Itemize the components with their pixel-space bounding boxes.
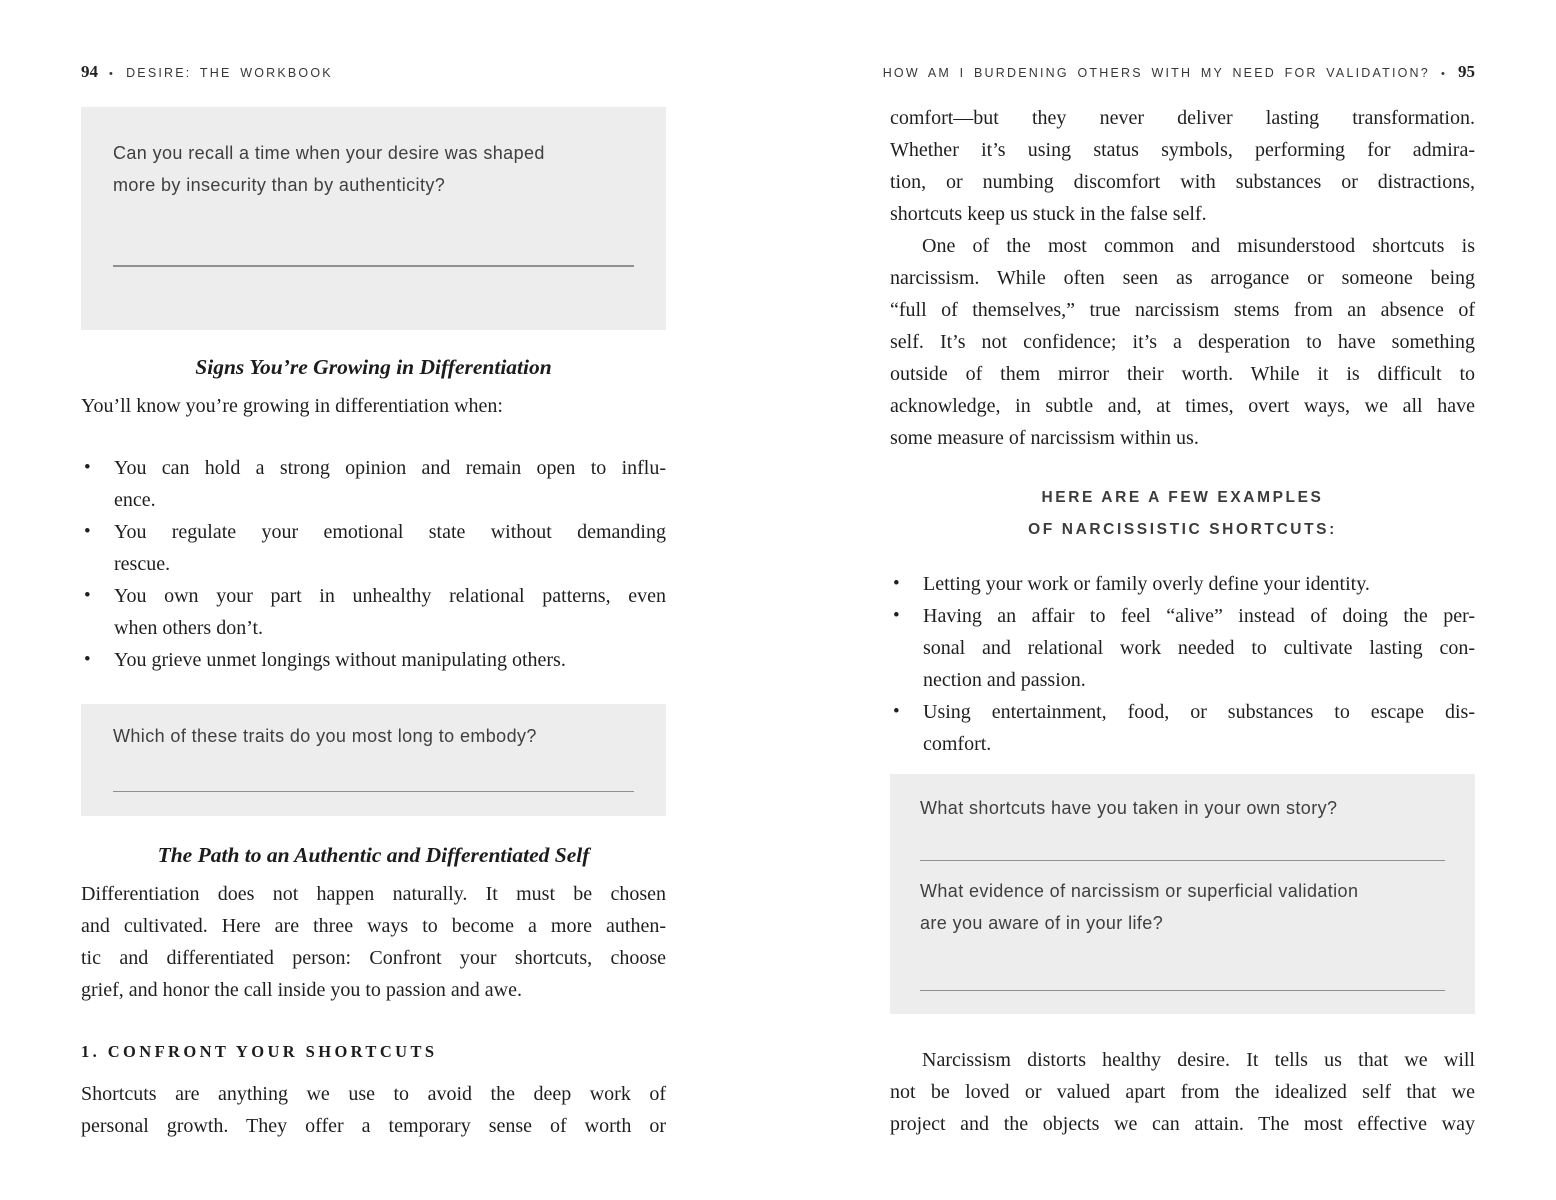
text-line: comfort—but they never deliver lasting transformation.: [890, 107, 1475, 129]
bullet-item: [890, 696, 1475, 760]
bullet-icon: •: [893, 573, 900, 594]
text-line: rescue.: [114, 553, 171, 575]
paragraph-differentiation-cultivated: [81, 878, 666, 1006]
bullet-icon: •: [84, 521, 91, 542]
text-line: self. It’s not confidence; it’s a desperation to have something: [890, 331, 1475, 353]
text-line: personal growth. They offer a temporary sense of worth or: [81, 1115, 666, 1137]
journal-box-3: [890, 774, 1475, 1014]
write-line: [920, 824, 1445, 861]
bullet-text: [114, 516, 666, 580]
bullet-text: [923, 568, 1475, 600]
text-line: Using entertainment, food, or substances to escape dis-: [923, 701, 1475, 723]
text-line: and cultivated. Here are three ways to become a more authen-: [81, 915, 666, 937]
paragraph-shortcuts-definition: [81, 1078, 666, 1142]
journal-question: [920, 792, 1445, 824]
text-line: What shortcuts have you taken in your own story?: [920, 798, 1338, 818]
page-left: [81, 62, 666, 1200]
bullet-text: [923, 696, 1475, 760]
text-line: You’ll know you’re growing in differentiation when:: [81, 395, 503, 417]
bullet-text: [923, 600, 1475, 696]
text-line: ence.: [114, 489, 156, 511]
running-head-right: [882, 62, 1475, 82]
text-line: outside of them mirror their worth. While it is difficult to: [890, 363, 1475, 385]
bullet-icon: •: [84, 649, 91, 670]
intro-sentence: [81, 390, 666, 422]
subheading-confront-shortcuts: 1. CONFRONT YOUR SHORTCUTS: [81, 1042, 438, 1061]
text-line: some measure of narcissism within us.: [890, 427, 1199, 449]
bullet-icon: •: [84, 457, 91, 478]
text-line: when others don’t.: [114, 617, 264, 639]
journal-question: [113, 720, 634, 752]
journal-question: [920, 875, 1445, 939]
text-line: tic and differentiated person: Confront your shortcuts, choose: [81, 947, 666, 969]
page-number-right: 95: [1458, 62, 1475, 81]
text-line: Narcissism distorts healthy desire. It tells us that we will: [922, 1049, 1475, 1071]
bullet-icon: •: [893, 701, 900, 722]
section-heading-authentic-path: The Path to an Authentic and Differentiated Self: [157, 843, 590, 867]
bullet-item: [81, 516, 666, 580]
text-line: are you aware of in your life?: [920, 913, 1164, 933]
text-line: not be loved or valued apart from the idealized self that we: [890, 1081, 1475, 1103]
page-number-left: 94: [81, 62, 98, 81]
text-line: nection and passion.: [923, 669, 1086, 691]
running-head-title-left: DESIRE: THE WORKBOOK: [126, 66, 333, 80]
write-line: [920, 939, 1445, 991]
text-line: comfort.: [923, 733, 992, 755]
separator-dot-icon: •: [1440, 68, 1447, 80]
bullet-text: [114, 452, 666, 516]
bullet-item: [890, 600, 1475, 696]
text-line: tion, or numbing discomfort with substances or distractions,: [890, 171, 1475, 193]
bullet-text: [114, 580, 666, 644]
bullet-item: [81, 580, 666, 644]
journal-question: [113, 137, 634, 201]
section-heading-differentiation-signs: Signs You’re Growing in Differentiation: [195, 355, 552, 379]
text-line: You grieve unmet longings without manipulating others.: [114, 649, 566, 671]
text-line: “full of themselves,” true narcissism stems from an absence of: [890, 299, 1475, 321]
heading-narcissistic-shortcut-examples: [890, 482, 1475, 546]
text-line: project and the objects we can attain. The most effective way: [890, 1113, 1475, 1135]
separator-dot-icon: •: [109, 68, 116, 80]
bullet-list-differentiation: [81, 452, 666, 676]
page-right: [882, 62, 1475, 1200]
text-line: Letting your work or family overly define your identity.: [923, 573, 1370, 595]
text-line: What evidence of narcissism or superficial validation: [920, 881, 1359, 901]
bullet-item: [81, 644, 666, 676]
text-line: You own your part in unhealthy relational patterns, even: [114, 585, 666, 607]
text-line: Differentiation does not happen naturally. It must be chosen: [81, 883, 666, 905]
text-line: OF NARCISSISTIC SHORTCUTS:: [1028, 521, 1337, 538]
text-line: shortcuts keep us stuck in the false self.: [890, 203, 1207, 225]
paragraph-narcissism-distorts-desire: [890, 1044, 1475, 1140]
running-head-left: [81, 62, 666, 82]
running-head-title-right: HOW AM I BURDENING OTHERS WITH MY NEED FOR VALIDATION?: [882, 66, 1430, 80]
bullet-icon: •: [84, 585, 91, 606]
journal-box-2: [81, 704, 666, 816]
bullet-item: [890, 568, 1475, 600]
text-line: Which of these traits do you most long to embody?: [113, 726, 537, 746]
bullet-icon: •: [893, 605, 900, 626]
bullet-text: [114, 644, 666, 676]
text-line: You regulate your emotional state without demanding: [114, 521, 666, 543]
text-line: sonal and relational work needed to cultivate lasting con-: [923, 637, 1475, 659]
write-line: [113, 266, 634, 267]
text-line: Whether it’s using status symbols, performing for admira-: [890, 139, 1475, 161]
text-line: HERE ARE A FEW EXAMPLES: [1041, 489, 1324, 506]
text-line: You can hold a strong opinion and remain open to influ-: [114, 457, 666, 479]
paragraph-narcissism-shortcut: [890, 230, 1475, 454]
text-line: One of the most common and misunderstood shortcuts is: [922, 235, 1475, 257]
text-line: acknowledge, in subtle and, at times, overt ways, we all have: [890, 395, 1475, 417]
write-line: [113, 752, 634, 792]
text-line: more by insecurity than by authenticity?: [113, 175, 446, 195]
text-line: narcissism. While often seen as arrogance or someone being: [890, 267, 1475, 289]
journal-box-1: [81, 107, 666, 330]
text-line: grief, and honor the call inside you to passion and awe.: [81, 979, 522, 1001]
write-line: [113, 201, 634, 266]
bullet-item: [81, 452, 666, 516]
paragraph-comfort-transformation: [890, 102, 1475, 230]
text-line: Having an affair to feel “alive” instead of doing the per-: [923, 605, 1475, 627]
text-line: Can you recall a time when your desire was shaped: [113, 143, 545, 163]
bullet-list-narcissistic-shortcuts: [890, 568, 1475, 760]
text-line: Shortcuts are anything we use to avoid the deep work of: [81, 1083, 666, 1105]
